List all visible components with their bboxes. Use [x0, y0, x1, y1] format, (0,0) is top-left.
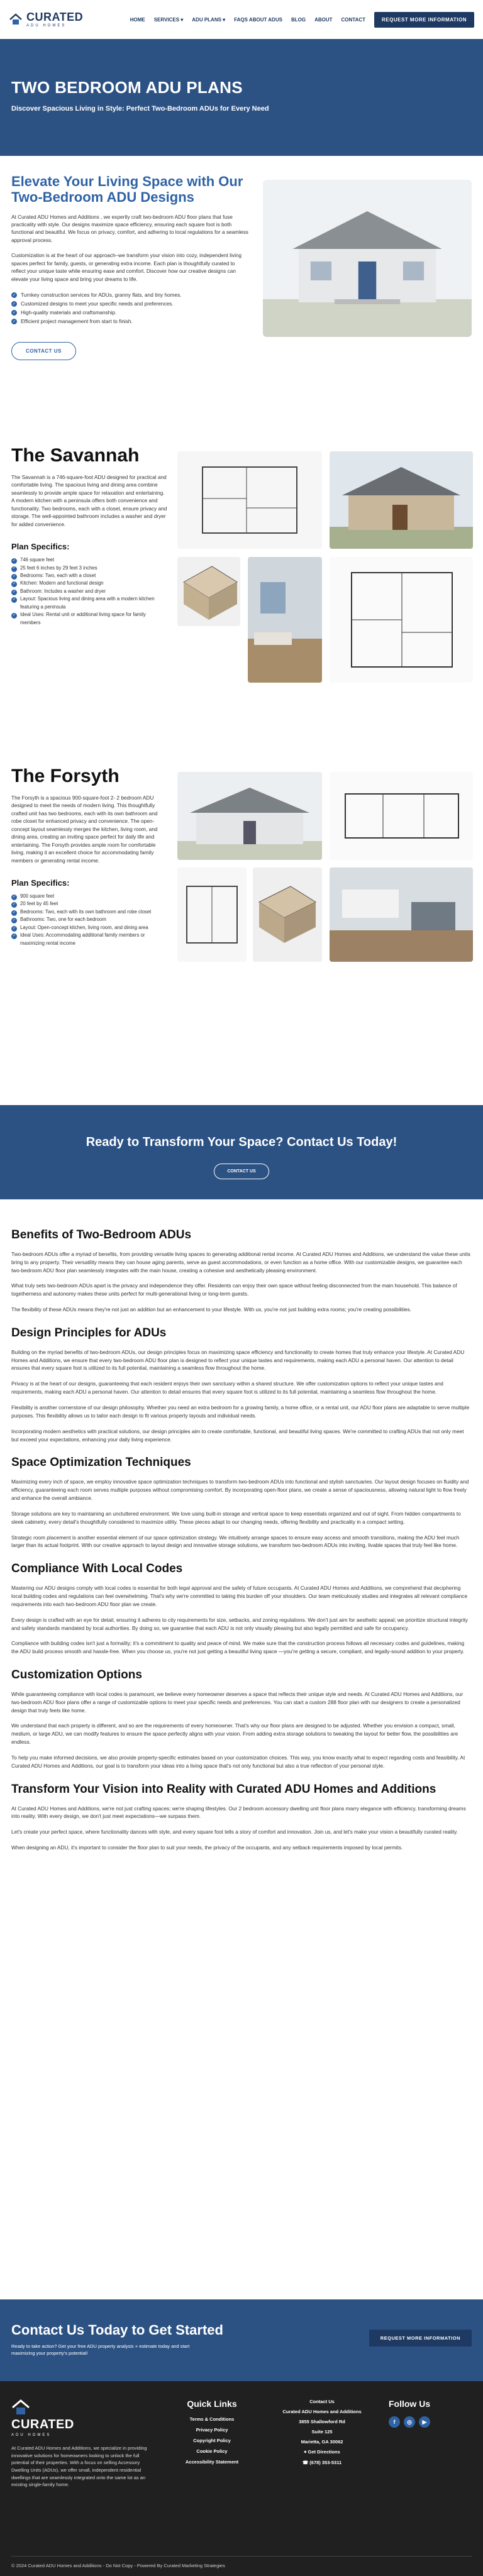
intro-bullet-list — [11, 290, 250, 326]
content-paragraph: Building on the myriad benefits of two-bedroom ADUs, our design principles focus on maximizing space efficiency and functionality to create homes that truly enhance your lifestyle. At Curated ADU Homes and Additions, we ensure that every two-bedroom ADU floor plan is designed to reflect your unique tastes and requirements, making each ADU a personal haven. Our attention to detail ensures that every square foot is utilized to its full potential, maintaining a seamless flow throughout the home. — [11, 1348, 465, 1372]
content-paragraph: Maximizing every inch of space, we employ innovative space optimization techniques to transform two-bedroom ADUs into functional and stylish sanctuaries. Our layout design focuses on fluidity and efficiency, guaranteeing each room serves multiple purposes without compromising comfort. By incorporating open-floor plans, we create a sense of spaciousness, allowing natural light to flow freely and enhance the overall ambiance. — [11, 1478, 469, 1501]
floorplan-diagram-image[interactable] — [330, 557, 473, 683]
list-item: ✓ Ideal Uses: Accommodating additional family members or maximizing rental income — [12, 932, 145, 946]
footer-brand-sub: ADU HOMES — [11, 2433, 52, 2437]
nav-services-label: SERVICES — [153, 16, 180, 23]
check-icon: ✓ — [11, 933, 17, 939]
check-icon: ✓ — [12, 302, 16, 306]
check-icon: ✓ — [11, 902, 17, 908]
hero-subtitle: Discover Spacious Living in Style: Perfect Two-Bedroom ADUs for Every Need — [11, 105, 269, 113]
nav-contact[interactable]: CONTACT — [341, 16, 366, 23]
footer-address-3: Marietta, GA 30062 — [301, 2439, 343, 2445]
content-paragraph: When designing an ADU, it's important to consider the floor plan to suit your needs, the privacy of the occupants, and any setback requirements imposed by local permits. — [11, 1844, 403, 1851]
adu-exterior-photo — [263, 180, 472, 337]
nav-home[interactable]: HOME — [130, 16, 145, 23]
3d-floorplan-image[interactable] — [177, 557, 240, 626]
brand-name: CURATED — [26, 11, 84, 23]
instagram-icon[interactable]: ◎ — [404, 2416, 415, 2428]
intro-heading: Elevate Your Living Space with Our Two-Bedroom ADU Designs — [11, 173, 243, 206]
contact-us-button[interactable]: CONTACT US — [11, 342, 76, 360]
check-icon: ✓ — [12, 293, 16, 297]
check-icon: ✓ — [11, 910, 17, 916]
cta-banner — [0, 1105, 483, 1199]
nav-blog[interactable]: BLOG — [291, 16, 306, 23]
forsyth-description: The Forsyth is a spacious 900-square-foot 2- 2 bedroom ADU designed to meet the needs of modern living. This thoughtfully crafted unit has two bedrooms, each with its own bathroom and robe closet for enhanced privacy and convenience. The open-concept layout seamlessly merges the kitchen, living room, and dining area, creating an inviting space perfect for daily life and entertaining. The Forsyth provides ample room for comfortable living, making it an excellent choice for accommodating family members or generating rental income. — [11, 795, 158, 864]
brand-sub: ADU HOMES — [26, 24, 67, 28]
savannah-specs-list — [11, 556, 167, 627]
list-item: ✓ Bathroom: Includes a washer and dryer — [12, 588, 106, 594]
list-item: ✓ Turnkey construction services for ADUs, granny flats, and tiny homes. — [12, 292, 182, 299]
transform-vision-heading: Transform Your Vision into Reality with Curated ADU Homes and Additions — [11, 1782, 436, 1796]
check-icon: ✓ — [12, 311, 16, 315]
house-logo-icon — [9, 13, 23, 26]
request-info-button[interactable]: REQUEST MORE INFORMATION — [374, 12, 474, 28]
check-icon: ✓ — [11, 597, 17, 603]
list-item: ✓ Bathrooms: Two, one for each bedroom — [12, 916, 106, 923]
exterior-render-image[interactable] — [177, 772, 322, 860]
design-principles-heading: Design Principles for ADUs — [11, 1326, 167, 1340]
check-icon: ✓ — [11, 581, 17, 587]
hero-banner — [0, 39, 483, 156]
list-item: ✓ 900 square feet — [12, 893, 55, 899]
floorplan-image[interactable] — [177, 451, 322, 549]
request-info-button[interactable]: REQUEST MORE INFORMATION — [369, 2330, 472, 2347]
savannah-plan-section — [0, 445, 483, 766]
list-item: ✓ Customized designs to meet your specific needs and preferences. — [12, 300, 174, 307]
content-paragraph: Privacy is at the heart of our designs, guaranteeing that each resident enjoys their own sanctuary within a shared structure. We offer customization options to reflect your unique tastes and requirements, making each ADU a personal haven. Our attention to detail ensures that every square foot is utilized to its full potential, maintaining a seamless flow throughout the home. — [11, 1380, 443, 1395]
contact-banner — [0, 2299, 483, 2381]
list-item: ✓ Ideal Uses: Rental unit or additional living space for family members — [12, 612, 146, 625]
list-item: ✓ Bedrooms: Two, each with a closet — [12, 573, 96, 578]
savannah-description: The Savannah is a 746-square-foot ADU designed for practical and comfortable living. The spacious living and dining area combine seamlessly to provide ample space for relaxation and entertaining. A modern kitchen with a peninsula offers both convenience and functionality. Two bedrooms, each with a closet, ensure privacy and storage. The well-appointed bathroom includes a washer and dryer for added convenience. — [11, 474, 167, 527]
content-paragraph: Strategic room placement is another essential element of our space optimization strategy. We intuitively arrange spaces to ensure easy access and smooth transitions, making the ADU feel much larger than its actual footprint. With our creative approach to layout design and innovative storage solutions, we transform two-bedroom ADUs into inviting, livable spaces that truly feel like home. — [11, 1534, 460, 1549]
forsyth-specs-list — [11, 893, 167, 947]
nav-about[interactable]: ABOUT — [314, 16, 333, 23]
content-paragraph: Let's create your perfect space, where functionality dances with style, and every square foot tells a story of comfort and innovation. Join us, and let's make your vision a beautifully curated reality. — [11, 1829, 458, 1836]
contact-text: Ready to take action? Get your free ADU property analysis + estimate today and start maximizing your property's potential! — [11, 2343, 190, 2356]
quick-links-title: Quick Links — [187, 2399, 237, 2409]
interior-living-photo[interactable] — [248, 557, 322, 683]
customization-heading: Customization Options — [11, 1668, 142, 1682]
intro-paragraph-2: Customization is at the heart of our approach–we transform your vision into cozy, independent living spaces perfect for family, guests, or generating extra income. Each plan is thoughtfully curated to reflect your unique taste while ensuring ease and comfort. Discover how our creative designs can elevate your living space and bring your dreams to life. — [11, 252, 242, 282]
house-logo-icon — [11, 2399, 30, 2416]
forsyth-plan-section — [0, 766, 483, 1105]
site-footer — [0, 2381, 483, 2576]
get-directions-link[interactable]: ⌖ Get Directions — [304, 2449, 340, 2455]
content-paragraph: The flexibility of these ADUs means they're not just an addition but an enhancement to your lifestyle. With us, you're not just building extra rooms; you're creating possibilities. — [11, 1306, 412, 1313]
exterior-render-image[interactable] — [330, 451, 473, 549]
interior-kitchen-photo[interactable] — [330, 867, 473, 962]
check-icon: ✓ — [11, 926, 17, 932]
nav-faqs[interactable]: FAQS ABOUT ADUS — [234, 16, 282, 23]
facebook-icon[interactable]: f — [389, 2416, 400, 2428]
content-paragraph: Storage solutions are key to maintaining an uncluttered environment. We love using built-in storage and vertical space to keep essentials organized and out of sight. From hidden compartments to sleek cabinetry, every detail's thoughtfully considered to maximize utility. These pieces adapt to our changing needs, offering flexibility and practicality in a compact setting. — [11, 1510, 461, 1525]
check-icon: ✓ — [11, 566, 17, 572]
footer-link-terms[interactable]: Terms & Conditions — [189, 2416, 235, 2422]
content-paragraph: What truly sets two-bedroom ADUs apart is the privacy and independence they offer. Residents can enjoy their own space without feeling disconnected from the main household. This balance of togetherness and autonomy makes these units perfect for multi-generational living or long-term guests. — [11, 1282, 457, 1297]
content-paragraph: We understand that each property is different, and so are the requirements of every homeowner. That's why our floor plans are designed to be adjusted. Whether you envision a compact, small, medium, or large ADU, we can modify features to ensure the space perfectly aligns with your vision. From adding extra storage solutions to tweaking the layout for better flow, the possibilities are endless. — [11, 1722, 458, 1746]
main-nav — [130, 12, 474, 28]
nav-services[interactable]: SERVICES ▾ — [153, 16, 184, 23]
list-item: ✓ 20 feet by 45 feet — [12, 901, 58, 907]
contact-title: Contact Us Today to Get Started — [11, 2322, 223, 2338]
check-icon: ✓ — [11, 574, 17, 580]
check-icon: ✓ — [11, 613, 17, 619]
forsyth-title: The Forsyth — [11, 766, 119, 786]
content-paragraph: Two-bedroom ADUs offer a myriad of benefits, from providing versatile living spaces to generating additional rental income. At Curated ADU Homes and Additions, we understand the value these units bring to any property. Their versatility means they can house aging parents, serve as guest accommodations, or even function as a home office. With our customizable designs, we guarantee each two-bedroom ADU floor plan seamlessly integrates with the main house, creating a cohesive and aesthetically pleasing environment. — [11, 1250, 470, 1274]
cta-contact-button[interactable]: CONTACT US — [214, 1164, 269, 1179]
footer-link-privacy[interactable]: Privacy Policy — [196, 2427, 228, 2433]
follow-us-title: Follow Us — [389, 2399, 431, 2409]
map-pin-icon: ⌖ — [304, 2449, 307, 2455]
content-paragraph: Compliance with building codes isn't just a formality; it's a commitment to quality and peace of mind. We make sure that the construction process follows all necessary codes and guidelines, making the ADU build process smooth and hassle-free. When you choose us, you're not just getting a beautiful living space —you're getting a secure, compliant, and legally-sound addition to your property. — [11, 1640, 465, 1655]
check-icon: ✓ — [12, 319, 16, 324]
compliance-heading: Compliance With Local Codes — [11, 1562, 183, 1576]
content-paragraph: Mastering our ADU designs comply with local codes is essential for both legal approval and the safety of future occupants. At Curated ADU Homes and Additions, we comprehend that deciphering local building codes and regulations can feel overwhelming. That's why we're committed to taking this burden off your shoulders. Our team meticulously studies and integrates all relevant compliance requirements into each two-bedroom ADU floor plan we create. — [11, 1585, 468, 1607]
site-header — [0, 0, 483, 39]
content-paragraph: Every design is crafted with an eye for detail, ensuring it adheres to city requirements for size, setbacks, and zoning regulations. We don't just aim for aesthetic appeal; we prioritize structural integrity and safety standards mandated by local authorities. By doing so, we guarantee that each ADU is not only visually pleasing but also legally permitted and safe for occupancy. — [11, 1616, 468, 1631]
youtube-icon[interactable]: ▶ — [419, 2416, 430, 2428]
footer-link-copyright[interactable]: Copyright Policy — [193, 2438, 231, 2443]
contact-us-title: Contact Us — [309, 2399, 335, 2404]
footer-about: At Curated ADU Homes and Additions, we specialize in providing innovative solutions for homeowners looking to unlock the full potential of their properties. With a focus on selling Accessory Dwelling Units (ADUs), we offer small, independent residential dwellings that are seamlessly integrated onto the same lot as an existing single-family home. — [11, 2445, 147, 2488]
content-paragraph: Incorporating modern aesthetics with practical solutions, our design principles aim to create comfortable, functional, and beautiful living spaces. We're committed to crafting ADUs that not only meet but exceed your expectations, enhancing your daily living experience. — [11, 1428, 464, 1443]
footer-address-2: Suite 125 — [311, 2429, 333, 2435]
content-paragraph: Flexibility is another cornerstone of our design philosophy. Whether you need an extra bedroom for a growing family, a home office, or a rental unit, our ADU floor plans are adaptable to serve multiple purposes. This flexibility allows us to tailor each design to fit various property layouts and individual needs. — [11, 1404, 470, 1419]
list-item: ✓ Kitchen: Modern and functional design — [12, 580, 104, 586]
nav-adu-plans[interactable]: ADU PLANS ▾ — [192, 16, 226, 23]
list-item: ✓ Layout: Spacious living and dining area with a modern kitchen featuring a peninsula — [12, 596, 155, 610]
benefits-heading: Benefits of Two-Bedroom ADUs — [11, 1228, 192, 1241]
footer-company: Curated ADU Homes and Additions — [282, 2409, 362, 2414]
check-icon: ✓ — [11, 894, 17, 900]
list-item: ✓ 746 square feet — [12, 557, 55, 563]
list-item: ✓ Layout: Open-concept kitchen, living room, and dining area — [12, 924, 148, 930]
floorplan-diagram-image[interactable] — [330, 772, 473, 860]
list-item: ✓ Efficient project management from start to finish. — [12, 318, 133, 325]
page-title: TWO BEDROOM ADU PLANS — [11, 78, 243, 97]
phone-icon: ☎ — [302, 2460, 309, 2465]
nav-adu-plans-label: ADU PLANS — [192, 16, 221, 23]
list-item: ✓ High-quality materials and craftsmanship. — [12, 309, 117, 316]
space-optimization-heading: Space Optimization Techniques — [11, 1456, 191, 1470]
content-paragraph: At Curated ADU Homes and Additions, we're not just crafting spaces; we're shaping lifestyles. Our 2 bedroom accessory dwelling unit floor plans marry elegance with efficiency, transforming dreams into reality. With every design, we don't just meet expectations—we surpass them. — [11, 1805, 466, 1820]
footer-address-1: 3855 Shallowford Rd — [299, 2419, 345, 2425]
footer-link-accessibility[interactable]: Accessibility Statement — [185, 2459, 239, 2465]
content-paragraph: To help you make informed decisions, we also provide property-specific estimates based on your customization choices. This way, you know exactly what to expect regarding costs and feasibility. At Curated ADU Homes and Additions, our goal is to transform your ideas into a living space that's not only functional but also a true reflection of your personal style. — [11, 1754, 465, 1769]
footer-link-cookie[interactable]: Cookie Policy — [196, 2448, 228, 2454]
check-icon: ✓ — [11, 558, 17, 564]
check-icon: ✓ — [11, 918, 17, 923]
savannah-title: The Savannah — [11, 445, 140, 466]
forsyth-specs-title: Plan Specifics: — [11, 878, 70, 888]
savannah-specs-title: Plan Specifics: — [11, 542, 70, 552]
3d-floorplan-image[interactable] — [253, 867, 322, 962]
phone-link[interactable]: ☎ (678) 353-5311 — [302, 2460, 342, 2465]
list-item: ✓ Bedrooms: Two, each with its own bathroom and robe closet — [12, 908, 152, 915]
site-logo[interactable] — [9, 11, 83, 28]
intro-section — [0, 156, 483, 445]
cta-title: Ready to Transform Your Space? Contact Us Today! — [86, 1135, 397, 1149]
article-content — [0, 1199, 483, 2299]
check-icon: ✓ — [11, 590, 17, 595]
floorplan-image[interactable] — [177, 867, 247, 962]
footer-brand-name: CURATED — [11, 2418, 74, 2431]
copyright-text: © 2024 Curated ADU Homes and Additions - Do Not Copy - Powered By Curated Marketing Strategies — [11, 2556, 472, 2568]
list-item: ✓ 25 feet 6 inches by 29 feet 3 inches — [12, 564, 97, 571]
content-paragraph: While guaranteeing compliance with local codes is paramount, we believe every homeowner deserves a space that reflects their unique style and needs. At Curated ADU Homes and Additions, our two-bedroom ADU floor plans offer a range of customizable options to meet your specific needs and preferences. You can start a custom 288 floor plan with our designers to create a personalized design that truly feels like home. — [11, 1690, 464, 1714]
intro-paragraph-1: At Curated ADU Homes and Additions , we expertly craft two-bedroom ADU floor plans that fuse practicality with style. Our designs maximize space efficiency, ensuring each square foot is both functional and beautiful. We focus on privacy, comfort, and adhering to local regulations for a seamless approval process. — [11, 213, 248, 243]
